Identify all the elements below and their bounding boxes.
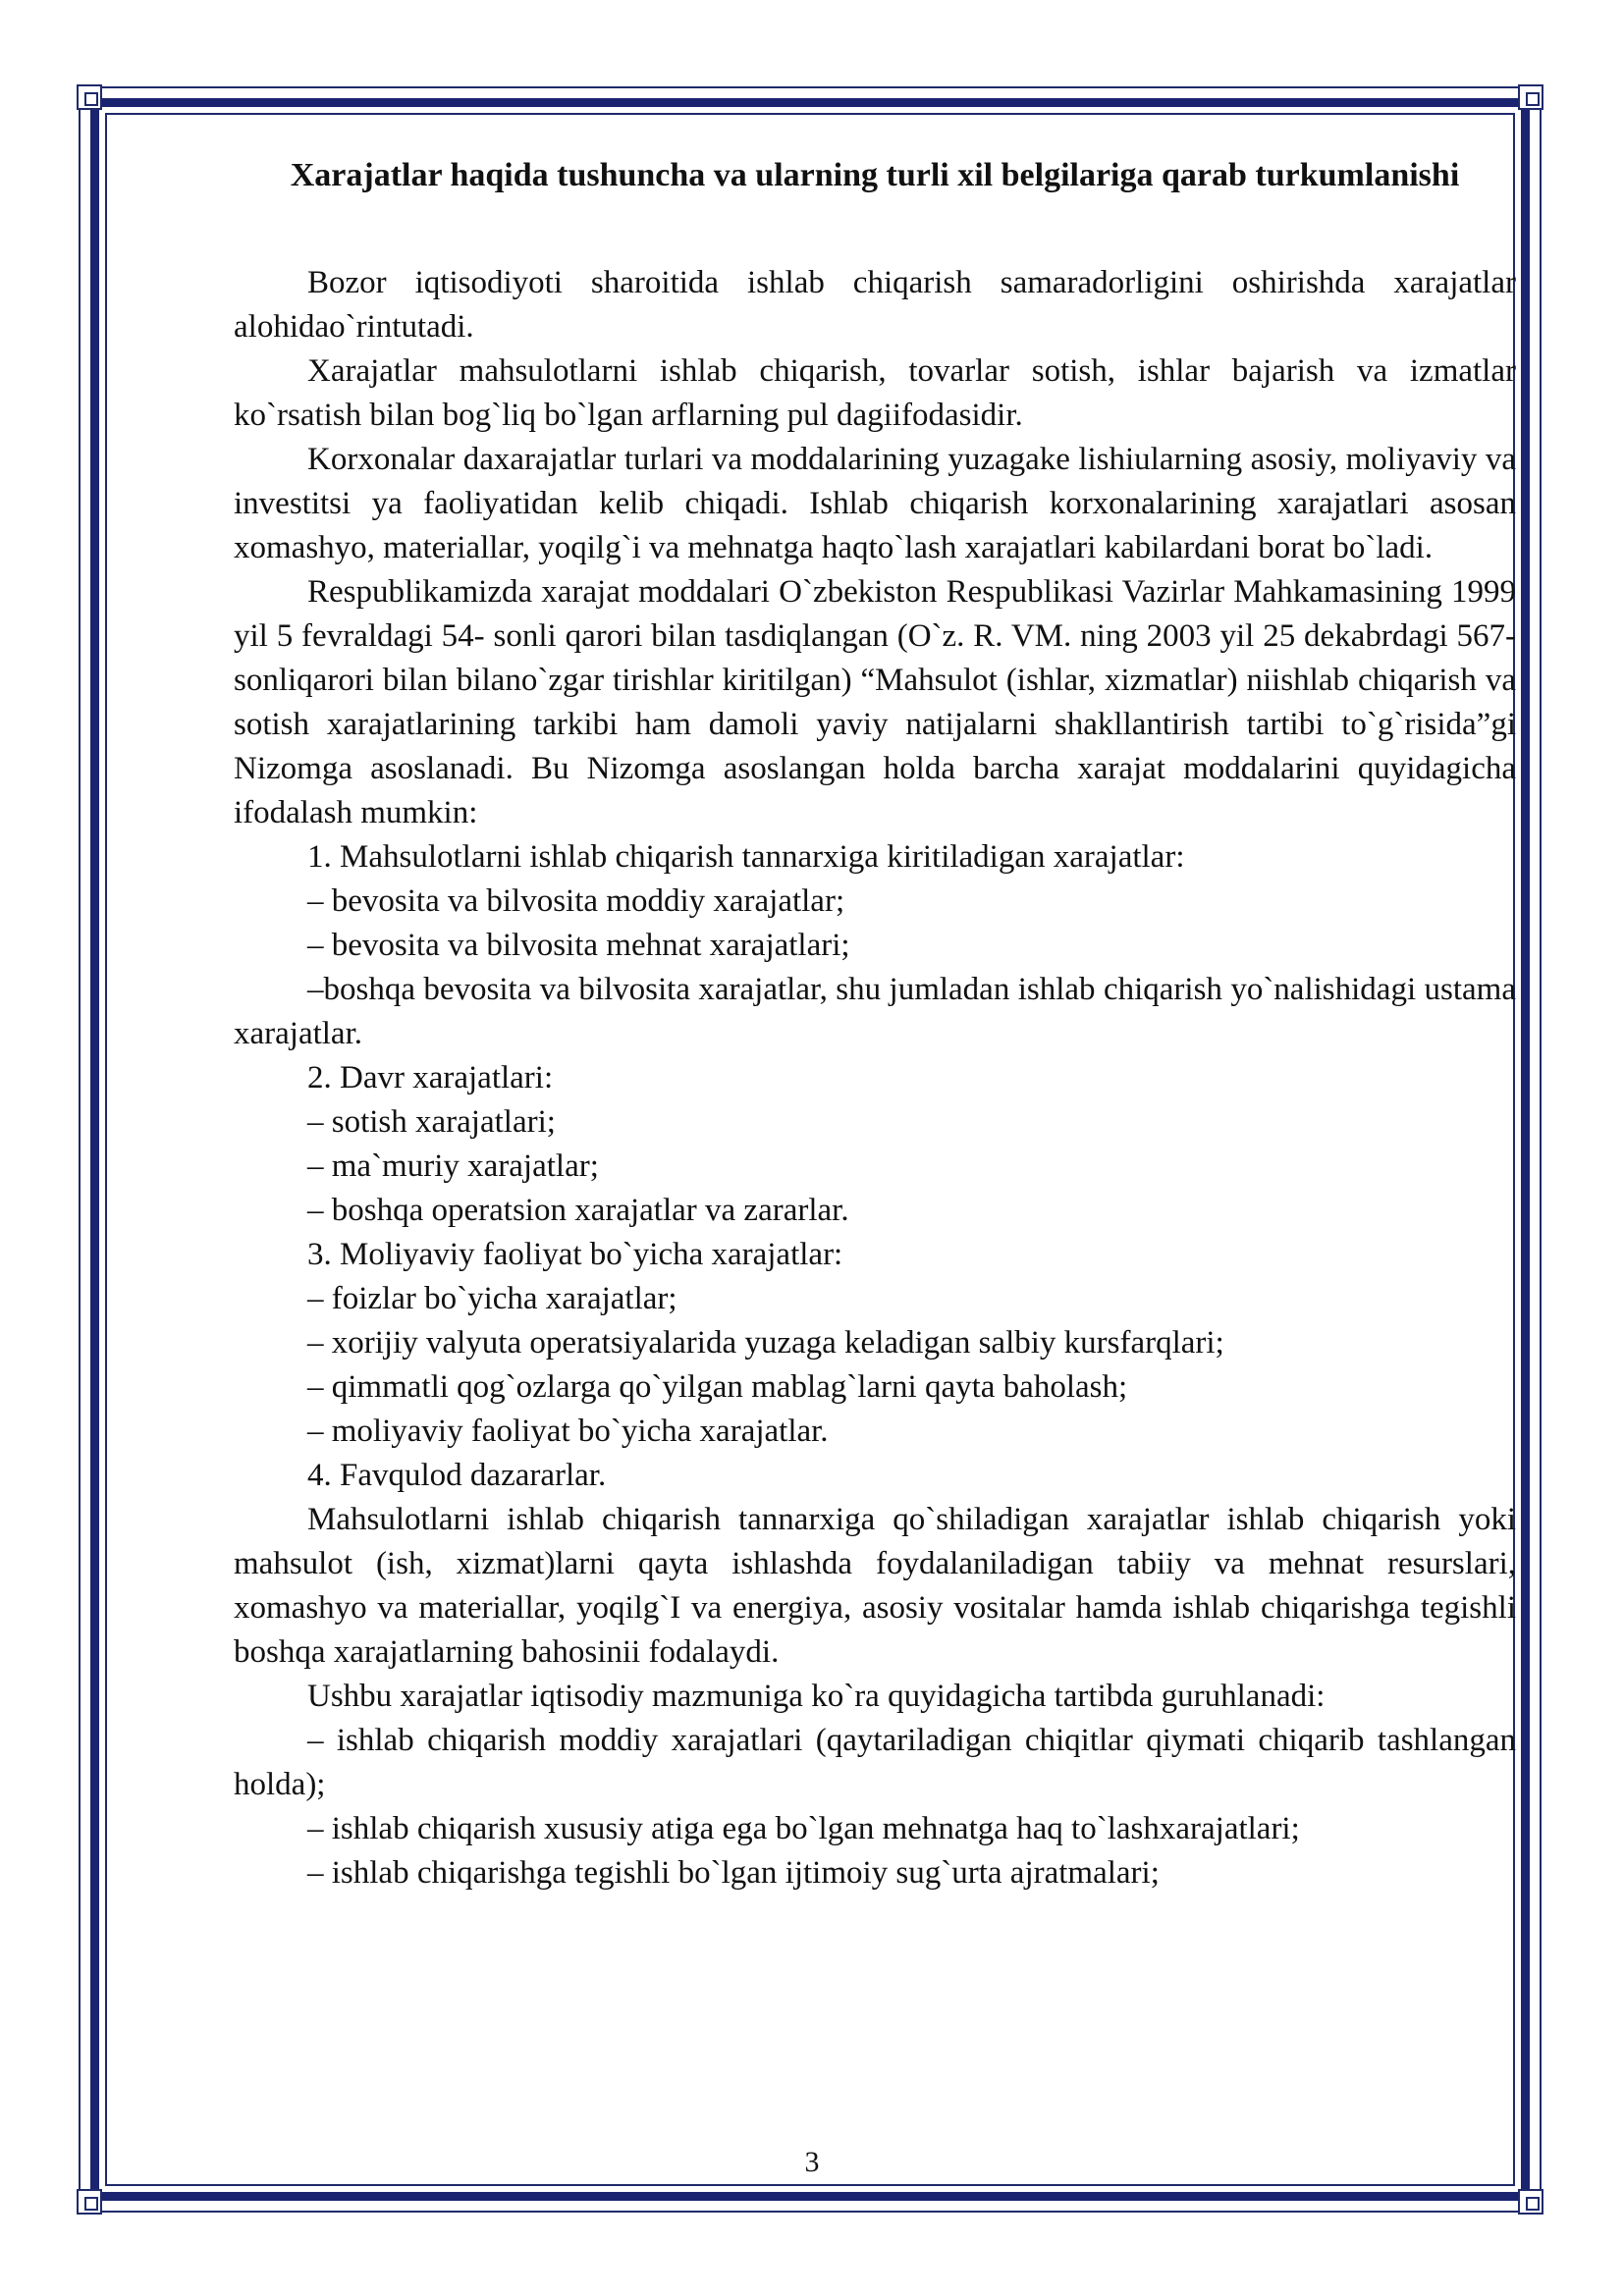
list-heading: 3. Moliyaviy faoliyat bo`yicha xarajatlar: xyxy=(307,1237,843,1272)
page-title: Xarajatlar haqida tushuncha va ularning turli xil belgilariga qarab turkumlanishi xyxy=(290,157,1460,193)
paragraph: Mahsulotlarni ishlab chiqarish tannarxiga qo`shiladigan xarajatlar ishlab chiqarish yoki mahsulot (ish, xizmat)larni qayta ishlashda foydalaniladigan tabiiy va mehnat resurslari, xomashyo va materiallar, yoqilg`I va energiya, asosiy vositalar hamda ishlab chiqarishga tegishli boshqa xarajatlarning bahosinii fodalaydi. xyxy=(234,1502,1516,1670)
list-item: – ma`muriy xarajatlar; xyxy=(307,1148,599,1184)
body-text xyxy=(234,261,1516,1896)
page-number: 3 xyxy=(804,2146,820,2178)
paragraph: Korxonalar daxarajatlar turlari va moddalarining yuzagake lishiularning asosiy, moliyaviy va investitsi ya faoliyatidan kelib chiqadi. Ishlab chiqarish korxonalarining xarajatlari asosan xomashyo, materiallar, yoqilg`i va mehnatga haqto`lash xarajatlari kabilardani borat bo`ladi. xyxy=(234,442,1516,565)
frame-corner-bottom-right xyxy=(1518,2189,1543,2215)
paragraph: Bozor iqtisodiyoti sharoitida ishlab chiqarish samaradorligini oshirishda xarajatlar alohidao`rintutadi. xyxy=(234,265,1516,345)
list-item: –boshqa bevosita va bilvosita xarajatlar, shu jumladan ishlab chiqarish yo`nalishidagi ustama xarajatlar. xyxy=(234,972,1516,1051)
list-item: – ishlab chiqarish xususiy atiga ega bo`lgan mehnatga haq to`lashxarajatlari; xyxy=(307,1811,1300,1846)
list-item: – moliyaviy faoliyat bo`yicha xarajatlar. xyxy=(307,1414,829,1449)
paragraph: Ushbu xarajatlar iqtisodiy mazmuniga ko`ra quyidagicha tartibda guruhlanadi: xyxy=(307,1679,1326,1714)
frame-corner-bottom-left xyxy=(77,2189,102,2215)
list-heading: 4. Favqulod dazararlar. xyxy=(307,1458,607,1493)
list-item: – bevosita va bilvosita moddiy xarajatlar; xyxy=(307,883,845,919)
frame-corner-top-right xyxy=(1518,84,1543,110)
list-item: – bevosita va bilvosita mehnat xarajatlari; xyxy=(307,928,850,963)
list-item: – ishlab chiqarishga tegishli bo`lgan ijtimoiy sug`urta ajratmalari; xyxy=(307,1855,1160,1891)
list-heading: 1. Mahsulotlarni ishlab chiqarish tannarxiga kiritiladigan xarajatlar: xyxy=(307,839,1185,875)
list-item: – sotish xarajatlari; xyxy=(307,1104,556,1140)
list-item: – ishlab chiqarish moddiy xarajatlari (qaytariladigan chiqitlar qiymati chiqarib tashlangan holda); xyxy=(234,1723,1516,1802)
paragraph: Respublikamizda xarajat moddalari O`zbekiston Respublikasi Vazirlar Mahkamasining 1999 yil 5 fevraldagi 54- sonli qarori bilan tasdiqlangan (O`z. R. VM. ning 2003 yil 25 dekabrdagi 567-sonliqarori bilan bilano`zgar tirishlar kiritilgan) “Mahsulot (ishlar, xizmatlar) niishlab chiqarish va sotish xarajatlarining tarkibi ham damoli yaviy natijalarni shakllantirish tartibi to`g`risida”gi Nizomga asoslanadi. Bu Nizomga asoslangan holda barcha xarajat moddalarini quyidagicha ifodalash mumkin: xyxy=(234,574,1516,830)
list-item: – qimmatli qog`ozlarga qo`yilgan mablag`larni qayta baholash; xyxy=(307,1369,1128,1405)
list-heading: 2. Davr xarajatlari: xyxy=(307,1060,554,1095)
frame-corner-top-left xyxy=(77,84,102,110)
list-item: – foizlar bo`yicha xarajatlar; xyxy=(307,1281,677,1316)
page-content xyxy=(234,155,1516,1896)
list-item: – xorijiy valyuta operatsiyalarida yuzaga keladigan salbiy kursfarqlari; xyxy=(307,1325,1224,1361)
list-item: – boshqa operatsion xarajatlar va zararlar. xyxy=(307,1193,849,1228)
paragraph: Xarajatlar mahsulotlarni ishlab chiqarish, tovarlar sotish, ishlar bajarish va izmatlar ko`rsatish bilan bog`liq bo`lgan arflarning pul dagiifodasidir. xyxy=(234,353,1516,433)
